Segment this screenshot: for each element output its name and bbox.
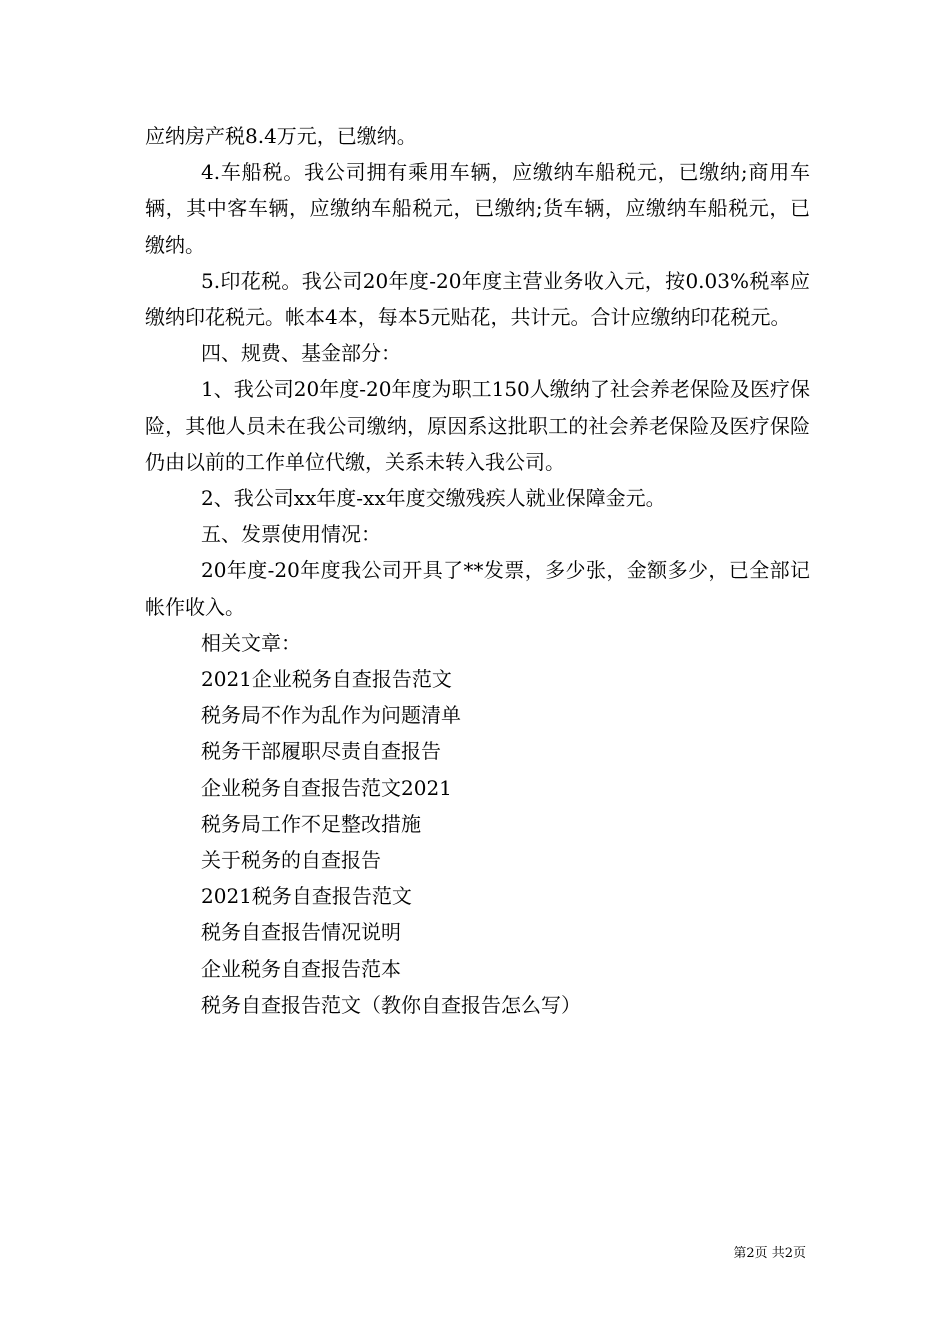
- paragraph-social-insurance: 1、我公司20年度-20年度为职工150人缴纳了社会养老保险及医疗保险，其他人员未在我公司缴纳，原因系这批职工的社会养老保险及医疗保险仍由以前的工作单位代缴，关系未转入我公司。: [145, 377, 810, 474]
- related-article-link[interactable]: 关于税务的自查报告: [201, 848, 381, 873]
- document-body: [145, 118, 810, 1023]
- related-article-link[interactable]: 企业税务自查报告范本: [201, 956, 401, 981]
- related-article-link[interactable]: 税务自查报告情况说明: [201, 920, 401, 945]
- related-article-link[interactable]: 税务局工作不足整改措施: [201, 811, 421, 836]
- section-heading-fees: 四、规费、基金部分：: [201, 341, 401, 366]
- paragraph-property-tax: 应纳房产税8.4万元，已缴纳。: [145, 124, 417, 148]
- related-article-link[interactable]: 税务干部履职尽责自查报告: [201, 739, 441, 764]
- section-heading-invoices: 五、发票使用情况：: [201, 522, 381, 547]
- related-article-link[interactable]: 企业税务自查报告范文2021: [201, 775, 452, 800]
- paragraph-disability-fund: 2、我公司xx年度-xx年度交缴残疾人就业保障金元。: [201, 486, 666, 511]
- related-article-link[interactable]: 税务局不作为乱作为问题清单: [201, 703, 461, 728]
- page-number-footer: 第2页 共2页: [733, 1246, 806, 1261]
- paragraph-vehicle-tax: 4.车船税。我公司拥有乘用车辆，应缴纳车船税元，已缴纳;商用车辆，其中客车辆，应缴纳车船税元，已缴纳;货车辆，应缴纳车船税元，已缴纳。: [145, 160, 810, 257]
- related-articles-heading: 相关文章：: [201, 630, 301, 655]
- paragraph-invoice-usage: 20年度-20年度我公司开具了**发票，多少张，金额多少，已全部记帐作收入。: [145, 558, 810, 619]
- paragraph-stamp-tax: 5.印花税。我公司20年度-20年度主营业务收入元，按0.03%税率应缴纳印花税元。帐本4本，每本5元贴花，共计元。合计应缴纳印花税元。: [145, 268, 810, 330]
- related-article-link[interactable]: 税务自查报告范文（教你自查报告怎么写）: [201, 992, 581, 1017]
- related-article-link[interactable]: 2021企业税务自查报告范文: [201, 667, 452, 692]
- related-article-link[interactable]: 2021税务自查报告范文: [201, 884, 412, 909]
